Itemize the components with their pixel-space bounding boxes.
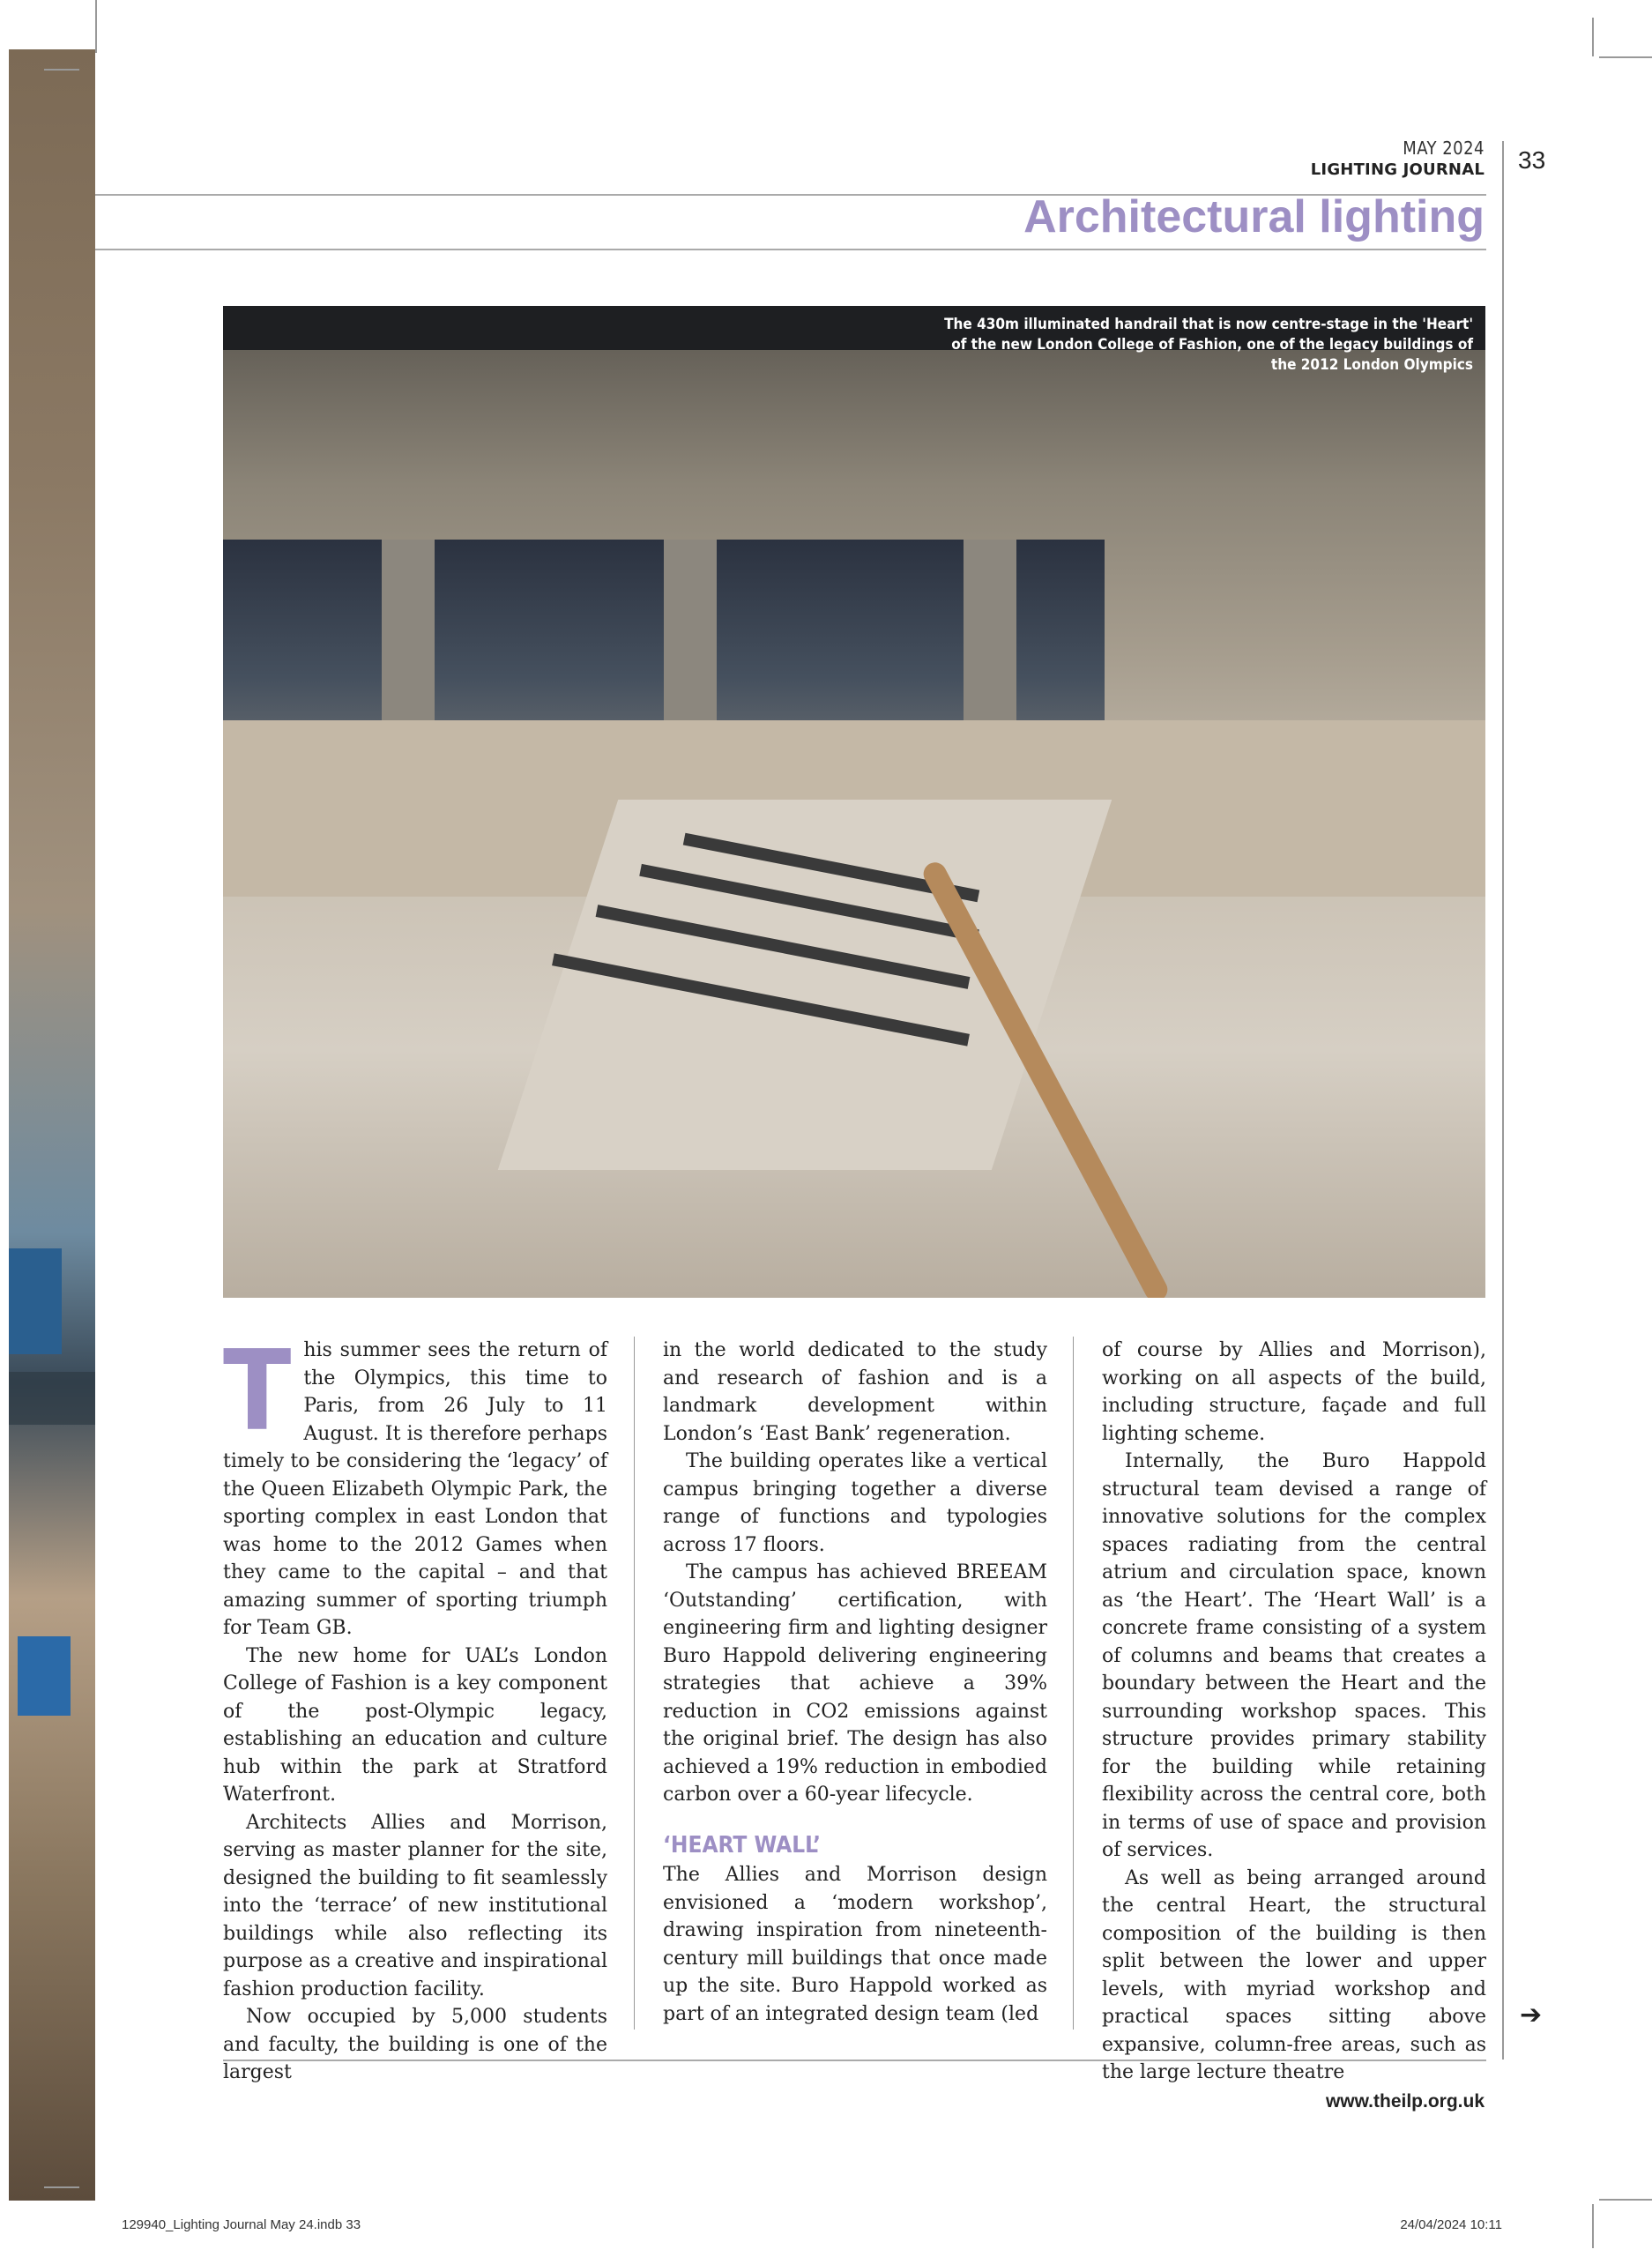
paragraph: of course by Allies and Morrison), working on all aspects of the build, including structure, façade and full lighting scheme. [1102,1339,1486,1445]
paragraph: in the world dedicated to the study and research of fashion and is a landmark development within London’s ‘East Bank’ regeneration. [663,1339,1047,1445]
article-column-1 [223,1326,607,2087]
staircase-photo [223,306,1485,1298]
continue-arrow-icon: ➔ [1520,2000,1543,2030]
issue-date: MAY 2024 [1403,138,1485,159]
footer-rule [223,2060,1486,2061]
header-divider [1502,141,1504,182]
photo-caption: The 430m illuminated handrail that is now centre-stage in the 'Heart' of the new London College of Fashion, one of the legacy buildings of the 2012 London Olympics [944,316,1473,374]
paragraph: The Allies and Morrison design envisioned a ‘modern workshop’, drawing inspiration from nineteenth-century mill buildings that once made up the site. Buro Happold worked as part of an integrated design team (led [663,1864,1047,2025]
journal-name: LIGHTING JOURNAL [1310,160,1485,179]
paragraph: Now occupied by 5,000 students and faculty, the building is one of the largest [223,2006,607,2083]
crop-mark [1592,2204,1594,2248]
paragraph: The new home for UAL’s London College of Fashion is a key component of the post-Olympic legacy, establishing an education and culture hub within the park at Stratford Waterfront. [223,1644,607,1806]
section-title: Architectural lighting [1023,191,1485,242]
title-rule-bottom [95,249,1486,250]
paragraph: his summer sees the return of the Olympics, this time to Paris, from 26 July to 11 August. It is therefore perhaps timely to be considering the ‘legacy’ of the Queen Elizabeth Olympic Park, the sporting complex in east London that was home to the 2012 Games when they came to the capital – and that amazing summer of sporting triumph for Team GB. [223,1339,607,1639]
crop-mark [1592,18,1594,56]
paragraph: The campus has achieved BREEAM ‘Outstanding’ certification, with engineering firm and lighting designer Buro Happold delivering engineering strategies that achieve a 39% reduction in CO2 emissions against the original brief. The design has also achieved a 19% reduction in embodied carbon over a 60-year lifecycle. [663,1561,1047,1806]
paragraph: As well as being arranged around the central Heart, the structural composition of the building is then split between the lower and upper levels, with myriad workshop and practical spaces sitting above expansive, column-free areas, such as the large lecture theatre [1102,1866,1486,2083]
drop-cap: T [223,1326,292,1456]
article-column-3 [1102,1337,1486,2087]
crop-mark [95,0,97,53]
print-slug-date: 24/04/2024 10:11 [1400,2217,1502,2232]
column-rule [634,1337,635,2030]
paragraph: Architects Allies and Morrison, serving as master planner for the site, designed the building to fit seamlessly into the ‘terrace’ of new institutional buildings while also reflecting its purpose as a creative and inspirational fashion production facility. [223,1811,607,2000]
article-column-2 [663,1337,1047,2028]
crop-mark [44,2186,79,2188]
subheading: ‘HEART WALL’ [663,1831,821,1858]
page-number: 33 [1518,146,1546,174]
website-url[interactable]: www.theilp.org.uk [1325,2091,1485,2112]
paragraph: The building operates like a vertical campus bringing together a diverse range of functions and typologies across 17 floors. [663,1450,1047,1556]
crop-mark [44,69,79,71]
spread-bleed-image [9,49,95,2201]
paragraph: Internally, the Buro Happold structural team devised a range of innovative solutions for the complex spaces radiating from the central atrium and circulation space, known as ‘the Heart’. The ‘Heart Wall’ is a concrete frame consisting of a system of columns and beams that creates a boundary between the Heart and the surrounding workshop spaces. This structure provides primary stability for the building while retaining flexibility across the central core, both in terms of use of space and provision of services. [1102,1450,1486,1861]
print-slug: 129940_Lighting Journal May 24.indb 33 [122,2217,361,2232]
page-edge-rule [1502,182,1504,2060]
column-rule [1073,1337,1074,2030]
crop-mark [1599,56,1652,58]
crop-mark [1599,2199,1652,2201]
